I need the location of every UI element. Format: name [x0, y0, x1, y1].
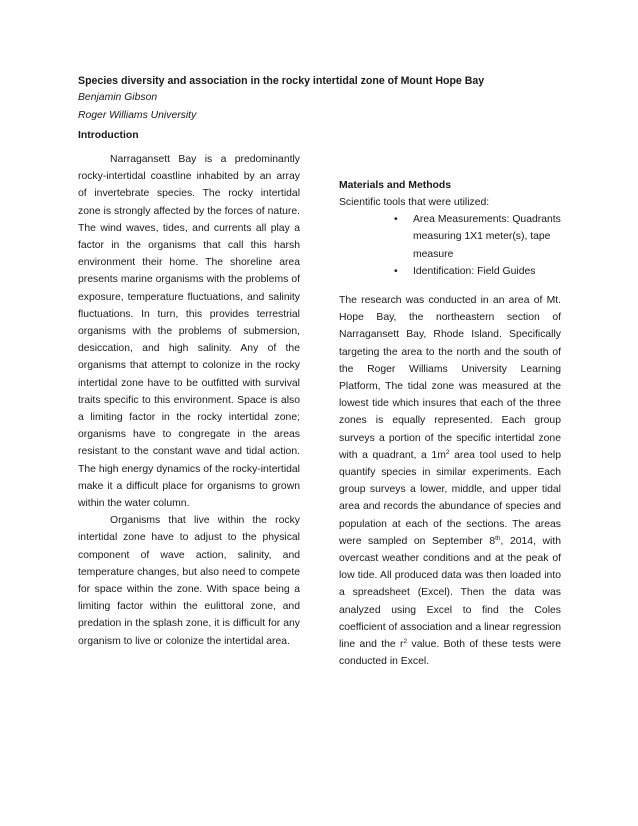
methods-text-a: The research was conducted in an area of Mt. Hope Bay, the northeastern section of Narragansett Bay, Rhode Island. Specifically targeting the area to the north and the south of the Roger Williams University Learning Platform, The tidal zone was measured at the lowest tide which insures that each of the three zones is equally represented. Each group surveys a portion of the specific intertidal zone with a quadrant, a 1m — [339, 295, 561, 461]
superscript-squared: 2 — [445, 448, 450, 456]
tools-list — [339, 211, 561, 280]
bullet-icon: • — [394, 265, 398, 277]
list-item — [339, 211, 561, 263]
author-name: Benjamin Gibson — [78, 92, 158, 103]
methods-paragraph — [339, 292, 561, 670]
list-item — [339, 263, 561, 280]
paper-title: Species diversity and association in the rocky intertidal zone of Mount Hope Bay — [78, 75, 485, 87]
left-column — [78, 151, 300, 650]
intro-paragraph-1: Narragansett Bay is a predominantly rocky-intertidal coastline inhabited by an array of invertebrate species. The rocky intertidal zone is strongly affected by the forces of nature. The wind waves, tides, and currents all play a factor in the organisms that call this harsh environment their home. The shoreline area presents marine organisms with the problems of exposure, temperature fluctuations, and salinity fluctuations. In turn, this provides terrestrial organisms with the problems of submersion, desiccation, and high salinity. Any of the organisms that attempt to colonize in the rocky intertidal zone have to be outfitted with survival traits specific to this environment. Space is also a limiting factor in the rocky intertidal zone; organisms have to congregate in the areas resistant to the constant wave and tidal action. The high energy dynamics of the rocky-intertidal make it a difficult place for organisms to grown within the water column. — [78, 154, 300, 510]
tool-item-text: Identification: Field Guides — [413, 265, 536, 277]
paper-header — [78, 73, 568, 125]
methods-text-b: area tool used to help quantify species in similar experiments. Each group surveys a lower, middle, and upper tidal area and records the abundance of species and population at each of the sections. The areas were sampled on September 8 — [339, 449, 561, 547]
methods-text-d: value. Both of these tests were conducted in Excel. — [339, 639, 561, 668]
introduction-heading: Introduction — [78, 130, 139, 141]
tool-item-text: Area Measurements: Quadrants measuring 1X1 meter(s), tape measure — [413, 214, 561, 260]
intro-paragraph-2: Organisms that live within the rocky intertidal zone have to adjust to the physical component of wave action, salinity, and temperature changes, but also need to compete for space within the zone. With space being a limiting factor within the eulittoral zone, and predation in the splash zone, it is difficult for any organism to live or colonize the intertidal area. — [78, 515, 300, 647]
bullet-icon: • — [394, 214, 398, 226]
superscript-r-squared: 2 — [403, 638, 408, 646]
tools-lead-text: Scientific tools that were utilized: — [339, 197, 490, 208]
methods-heading: Materials and Methods — [339, 180, 452, 191]
methods-text-c: , 2014, with overcast weather conditions and at the peak of low tide. All produced data was then loaded into a spreadsheet (Excel). Then the data was analyzed using Excel to find the Coles coefficient of association and a linear regression line and the r — [339, 535, 561, 651]
author-affiliation: Roger Williams University — [78, 110, 197, 121]
right-column — [339, 178, 561, 670]
superscript-ordinal: th — [495, 534, 501, 542]
